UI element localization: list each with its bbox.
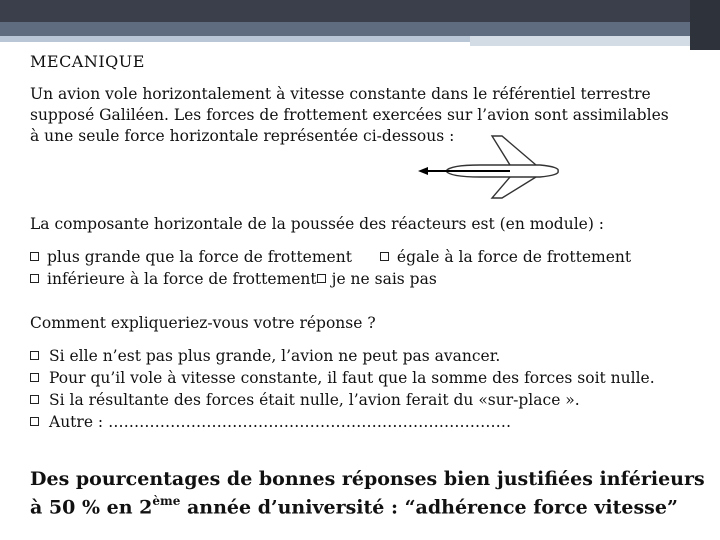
reason-row (30, 346, 500, 367)
footer-text: à 50 % en 2 (30, 496, 153, 519)
option-label: égale à la force de frottement (396, 248, 632, 266)
reason-label: Pour qu’il vole à vitesse constante, il faut que la somme des forces soit nulle. (49, 369, 655, 387)
header-corner-block (690, 0, 720, 50)
checkbox[interactable] (30, 395, 39, 404)
plane-wing-lower (492, 177, 536, 198)
checkbox[interactable] (30, 373, 39, 382)
footer-statement-line (30, 490, 678, 519)
checkbox[interactable] (30, 417, 39, 426)
checkbox[interactable] (317, 274, 326, 283)
airplane-force-diagram (410, 134, 560, 200)
checkbox[interactable] (30, 252, 39, 261)
reason-label: Autre : …………………………………………………………………… (49, 413, 512, 431)
header-band-slate (0, 22, 720, 36)
header-band-dark (0, 0, 720, 22)
reason-row (30, 390, 580, 411)
reason-row (30, 412, 511, 433)
reason-row (30, 368, 655, 389)
page-title: MECANIQUE (30, 52, 145, 71)
option-row (30, 269, 437, 290)
statement-line: Un avion vole horizontalement à vitesse constante dans le référentiel terrestre (30, 85, 651, 103)
footer-text: année d’université : “adhérence force vitesse” (180, 496, 678, 519)
option-label: je ne sais pas (331, 270, 437, 288)
checkbox[interactable] (380, 252, 389, 261)
friction-arrow-head (418, 167, 428, 175)
question-text: La composante horizontale de la poussée des réacteurs est (en module) : (30, 215, 605, 233)
plane-wing-upper (492, 136, 536, 165)
option-row (30, 247, 631, 268)
statement-line: à une seule force horizontale représentée ci-dessous : (30, 127, 455, 145)
footer-statement-line: Des pourcentages de bonnes réponses bien justifiées inférieurs (30, 468, 705, 490)
reason-label: Si la résultante des forces était nulle, l’avion ferait du «sur-place ». (49, 391, 580, 409)
option-label: inférieure à la force de frottement (47, 270, 317, 288)
statement-line: supposé Galiléen. Les forces de frottement exercées sur l’avion sont assimilables (30, 106, 669, 124)
footer-superscript: ème (152, 494, 181, 508)
checkbox[interactable] (30, 274, 39, 283)
explanation-question: Comment expliqueriez-vous votre réponse ? (30, 314, 376, 332)
checkbox[interactable] (30, 351, 39, 360)
header-band-tab (470, 36, 720, 46)
problem-statement (30, 84, 669, 147)
option-label: plus grande que la force de frottement (47, 248, 352, 266)
reason-label: Si elle n’est pas plus grande, l’avion ne peut pas avancer. (49, 347, 501, 365)
